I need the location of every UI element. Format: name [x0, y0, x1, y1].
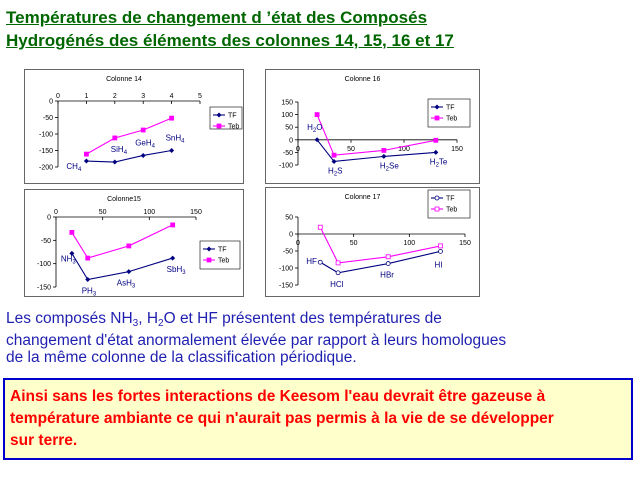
legend-label: TF	[218, 246, 227, 254]
title-line-1: Températures de changement d ’état des Composés	[6, 8, 428, 27]
compound-label-text: GeH	[135, 138, 152, 148]
x-tick-label: 1	[84, 93, 89, 100]
point-teb	[113, 136, 117, 140]
chart-title: Colonne 14	[106, 76, 142, 83]
y-tick-label: -50	[42, 115, 53, 122]
legend-label: TF	[228, 112, 237, 120]
y-tick-label: -100	[278, 162, 293, 170]
y-tick-label: -50	[282, 149, 293, 157]
legend-marker	[207, 258, 211, 262]
compound-label-text: SnH	[165, 133, 182, 143]
conclusion-line-1: Ainsi sans les fortes interactions de Keesom l'eau devrait être gazeuse à	[10, 388, 546, 405]
point-teb	[70, 230, 74, 234]
paragraph-line-2: changement d'état anormalement élevée par rapport à leurs homologues	[6, 332, 507, 349]
legend-box	[200, 241, 240, 269]
y-tick-label: -150	[278, 282, 293, 290]
x-tick-label: 0	[296, 145, 300, 153]
legend-marker	[435, 116, 439, 120]
legend-box	[428, 190, 470, 218]
point-teb	[141, 128, 145, 132]
y-tick-label: 0	[289, 137, 293, 145]
chart-svg	[24, 69, 244, 184]
x-tick-label: 150	[451, 145, 463, 153]
conclusion-line-3: sur terre.	[10, 432, 78, 449]
point-teb	[439, 244, 443, 248]
conclusion-line-2: température ambiante ce qui n'aurait pas permis à la vie de se développer	[10, 410, 554, 427]
compound-label	[435, 260, 443, 269]
y-tick-label: 100	[281, 112, 293, 120]
compound-label-text: HBr	[380, 270, 394, 280]
y-tick-label: 0	[49, 98, 53, 106]
compound-label-sub: 2	[385, 166, 389, 173]
point-teb	[84, 152, 88, 156]
compound-label-tail: Te	[438, 157, 448, 167]
chart-colonne-17	[265, 187, 480, 297]
legend-label: Teb	[446, 206, 458, 214]
paragraph-line-1: Les composés $NH_3$, $H_2O$ et HF présentent des températures de	[6, 310, 442, 329]
y-tick-label: -150	[38, 148, 53, 155]
x-tick-label: 2	[112, 93, 117, 100]
compound-label-text: HF	[306, 257, 317, 267]
legend-label: Teb	[218, 257, 230, 265]
chart-title: Colonne15	[107, 196, 141, 203]
x-tick-label: 50	[349, 240, 358, 247]
y-tick-label: 0	[289, 231, 293, 239]
compound-label-text: AsH	[116, 278, 132, 288]
compound-label-text: HI	[434, 260, 443, 270]
compound-label	[380, 271, 394, 280]
point-teb	[171, 223, 175, 227]
x-tick-label: 100	[398, 145, 410, 153]
y-tick-label: -100	[36, 261, 51, 269]
x-tick-label: 150	[459, 240, 471, 247]
x-tick-label: 50	[347, 145, 355, 153]
compound-label	[306, 257, 317, 266]
legend	[210, 107, 242, 131]
compound-label-text: CH	[66, 162, 78, 172]
legend-label: TF	[446, 104, 455, 112]
compound-label-tail: S	[337, 166, 343, 176]
compound-label-text: SiH	[110, 145, 124, 155]
compound-label-tail: Se	[388, 161, 399, 171]
y-tick-label: -100	[278, 265, 293, 273]
point-teb	[382, 148, 386, 152]
legend-label: Teb	[446, 115, 458, 123]
x-tick-label: 3	[141, 93, 146, 100]
paragraph-line-3: de la même colonne de la classification périodique.	[6, 349, 357, 366]
compound-label-sub: 3	[72, 259, 76, 266]
compound-label-sub: 4	[77, 167, 82, 174]
point-teb	[170, 116, 174, 120]
point-teb	[434, 138, 438, 142]
conclusion-box	[3, 378, 633, 460]
point-tf	[336, 271, 340, 275]
legend-label: Teb	[228, 123, 240, 131]
compound-label-text: H	[379, 161, 386, 171]
chart-svg	[265, 69, 480, 184]
y-tick-label: -50	[40, 237, 51, 245]
compound-label-sub: 3	[182, 270, 186, 277]
x-tick-label: 150	[190, 209, 202, 216]
compound-label-sub: 2	[333, 171, 338, 178]
x-tick-label: 4	[169, 93, 174, 100]
y-tick-label: 50	[285, 214, 293, 222]
chart-colonne-14	[24, 69, 244, 184]
point-teb	[315, 113, 319, 117]
legend	[428, 99, 470, 127]
y-tick-label: -150	[36, 284, 51, 292]
legend-marker	[435, 196, 439, 200]
legend-label: TF	[446, 195, 455, 203]
compound-label-sub: 4	[181, 138, 185, 145]
title-line-2: Hydrogénés des éléments des colonnes 14, 15, 16 et 17	[6, 31, 454, 50]
compound-label-sub: 2	[312, 127, 317, 134]
compound-label-text: PH	[81, 286, 93, 296]
compound-label-text: SbH	[166, 265, 183, 275]
chart-colonne-15	[24, 189, 244, 297]
x-tick-label: 5	[198, 93, 202, 100]
point-teb	[336, 261, 340, 265]
legend	[428, 190, 470, 218]
point-teb	[386, 255, 390, 259]
compound-label-sub: 3	[92, 291, 97, 297]
y-tick-label: 0	[47, 214, 51, 222]
compound-label-text: H	[328, 166, 334, 176]
compound-label-sub: 2	[435, 162, 439, 169]
chart-svg	[24, 189, 244, 297]
x-tick-label: 0	[56, 93, 60, 100]
x-tick-label: 100	[143, 209, 156, 216]
point-tf	[439, 249, 443, 253]
x-tick-label: 0	[54, 209, 58, 216]
y-tick-label: -50	[282, 248, 293, 256]
compound-label	[330, 280, 344, 289]
point-teb	[332, 153, 336, 157]
compound-label-text: H	[307, 122, 313, 132]
y-tick-label: 150	[281, 99, 293, 107]
x-tick-label: 100	[403, 240, 416, 247]
legend-box	[428, 99, 470, 127]
y-tick-label: -200	[38, 164, 53, 172]
x-tick-label: 50	[98, 209, 107, 216]
point-teb	[86, 256, 90, 260]
point-teb	[318, 225, 322, 229]
chart-title: Colonne 17	[344, 194, 381, 201]
compound-label-tail: O	[316, 122, 323, 132]
explanation-paragraph	[6, 310, 606, 366]
legend-marker	[217, 124, 221, 128]
compound-label-text: HCl	[330, 279, 344, 289]
y-tick-label: -100	[38, 131, 53, 139]
y-tick-label: 50	[285, 124, 293, 132]
point-tf	[386, 262, 390, 266]
compound-label-text: H	[429, 157, 436, 167]
legend-marker	[435, 207, 439, 211]
point-tf	[318, 260, 322, 264]
chart-colonne-16	[265, 69, 480, 184]
chart-title: Colonne 16	[344, 76, 381, 83]
compound-label-text: NH	[60, 254, 73, 264]
legend	[200, 241, 240, 269]
chart-svg	[265, 187, 480, 297]
compound-label-sub: 4	[151, 143, 155, 150]
compound-label-sub: 3	[131, 283, 136, 290]
x-tick-label: 0	[296, 240, 300, 247]
point-teb	[127, 244, 131, 248]
compound-label-sub: 4	[123, 150, 128, 157]
